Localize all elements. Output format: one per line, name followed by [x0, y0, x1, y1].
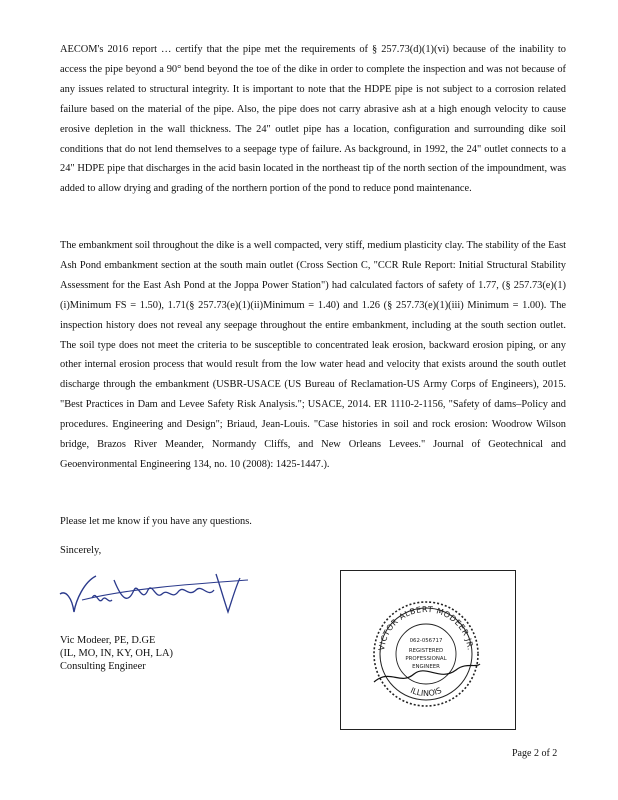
closing-salutation: Sincerely, — [60, 545, 102, 556]
seal-engineer-name: VICTOR ALBERT MODEER JR. — [377, 604, 475, 652]
signer-states: (IL, MO, IN, KY, OH, LA) — [60, 648, 173, 660]
seal-line-registered: REGISTERED — [408, 648, 444, 654]
seal-line-professional: PROFESSIONAL — [405, 656, 447, 662]
svg-text:VICTOR ALBERT MODEER JR. — [377, 605, 475, 651]
engineer-seal — [370, 598, 482, 710]
seal-state: ILLINOIS — [409, 685, 443, 699]
paragraph-questions: Please let me know if you have any questions. — [60, 516, 252, 527]
signer-block — [60, 634, 173, 674]
handwritten-signature — [52, 560, 252, 628]
signer-title: Consulting Engineer — [60, 661, 146, 673]
seal-license-number: 062-056717 — [409, 638, 443, 644]
svg-text:ILLINOIS — [409, 686, 443, 698]
page-number: Page 2 of 2 — [512, 748, 558, 759]
paragraph-outlet-pipe: AECOM's 2016 report … certify that the pipe met the requirements of § 257.73(d)(1)(vi) because of the inability to access the pipe beyond a 90° bend beyond the toe of the dike in order to complete the inspection and was not because of any issues related to structural integrity. It is important to note that the HDPE pipe is not subject to a corrosion related failure based on the material of the pipe. Also, the pipe does not carry abrasive ash at a high enough velocity to cause erosive depletion in the wall thickness. The 24" outlet pipe has a location, configuration and surrounding dike soil conditions that do not lend themselves to a seepage type of failure. As background, in 1992, the 24" outlet connects to a 24" HDPE pipe that discharges in the acid basin located in the northeast tip of the north section of the impoundment, was added to allow drying and grading of the northern portion of the pond to reduce pond maintenance. — [60, 44, 566, 195]
signer-name: Vic Modeer, PE, D.GE — [60, 635, 156, 646]
seal-line-engineer: ENGINEER — [412, 664, 440, 670]
paragraph-embankment-soil: The embankment soil throughout the dike is a well compacted, very stiff, medium plasticity clay. The stability of the East Ash Pond embankment section at the south main outlet (Cross Section C, "CCR Rule Report: Initial Structural Stability Assessment for the East Ash Pond at the Joppa Power Station") had calculated factors of safety of 1.77, (§ 257.73(e)(1)(i)Minimum FS = 1.50), 1.71(§ 257.73(e)(1)(ii)Minimum = 1.40) and 1.26 (§ 257.73(e)(1)(iii) Minimum = 1.00). The inspection history does not reveal any seepage throughout the entire embankment, including at the south section outlet. The soil type does not meet the criteria to be susceptible to concentrated leak erosion, backward erosion piping, or any other internal erosion process that would result from the low water head and velocity that exists around the south outlet discharge through the embankment (USBR-USACE (US Bureau of Reclamation-US Army Corps of Engineers), 2015. "Best Practices in Dam and Levee Safety Risk Analysis."; USACE, 2014. ER 1110-2-1156, "Safety of dams–Policy and procedures. Engineering and Design"; Briaud, Jean-Louis. "Case histories in soil and rock erosion: Woodrow Wilson bridge, Brazos River Meander, Normandy Cliffs, and New Orleans Levees." Journal of Geotechnical and Geoenvironmental Engineering 134, no. 10 (2008): 1425-1447.). — [60, 240, 566, 470]
